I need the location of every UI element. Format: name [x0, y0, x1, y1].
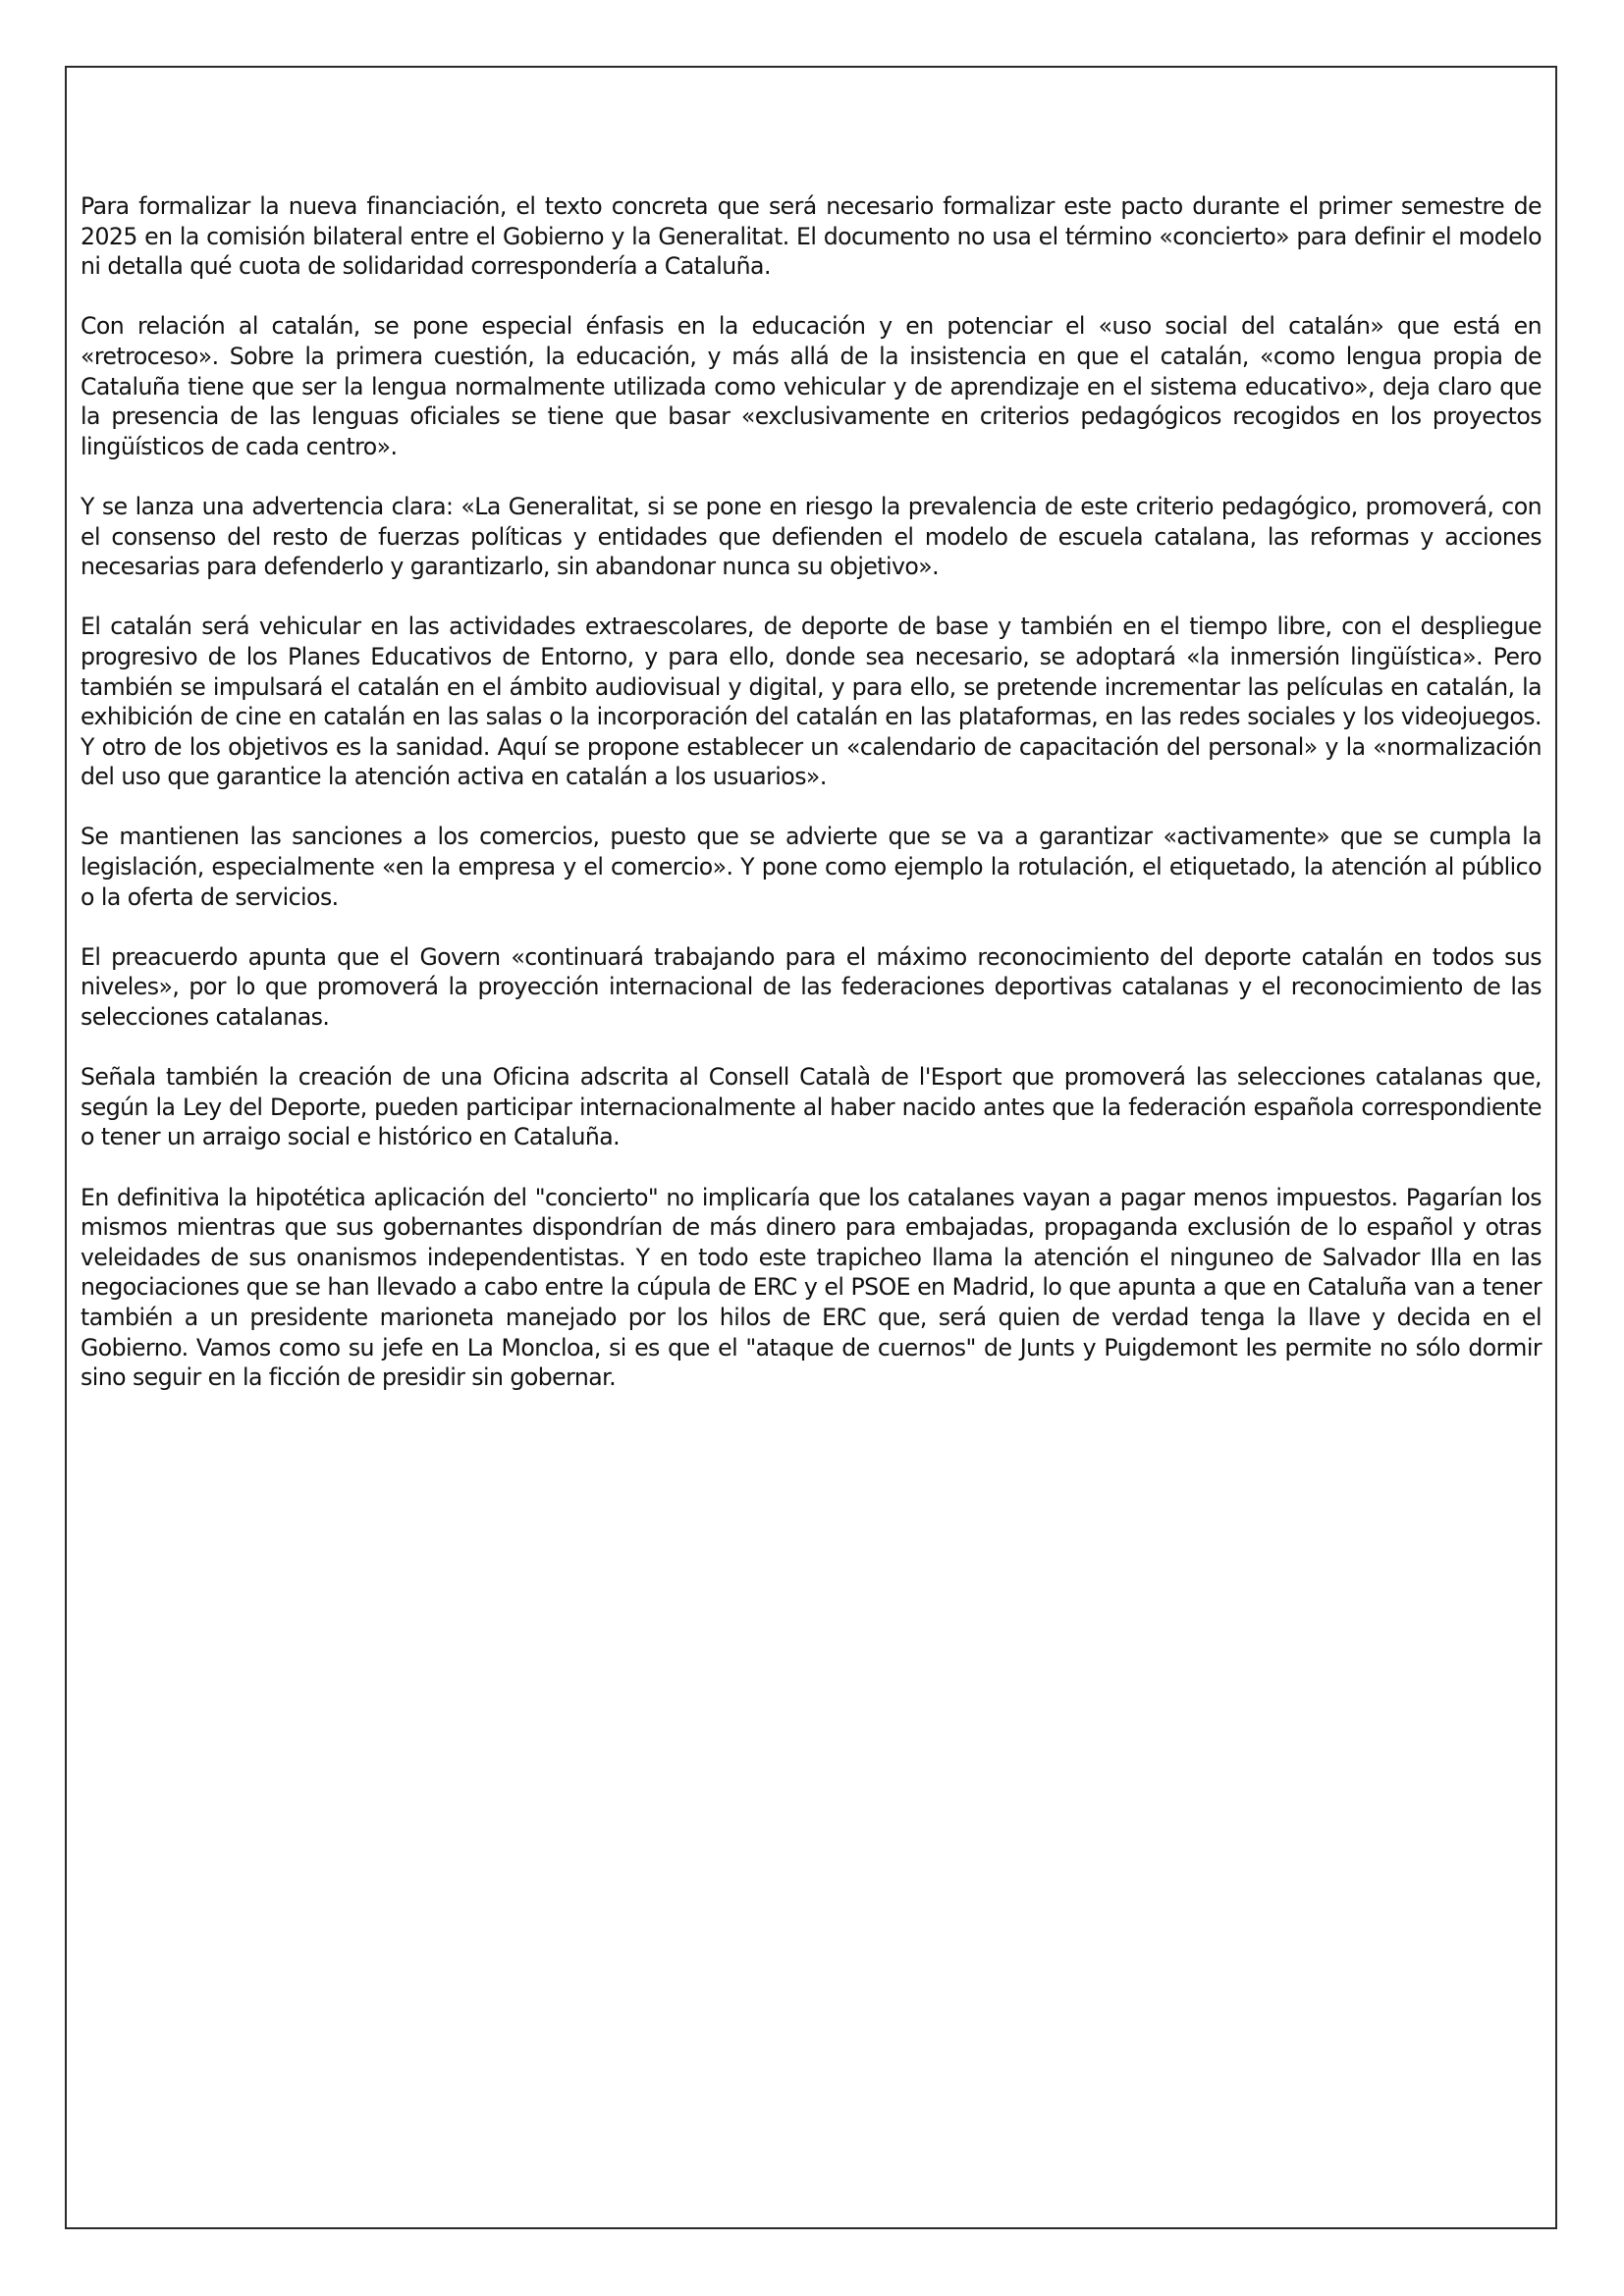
paragraph-oficina-consell: Señala también la creación de una Oficina adscrita al Consell Català de l'Esport que promoverá las selecciones catalanas que, según la Ley del Deporte, pueden participar internacionalmente al haber nacido antes que la federación española correspondiente o tener un arraigo social e histórico en Cataluña.	[81, 1063, 1542, 1151]
article-body	[81, 191, 1542, 1422]
paragraph-deporte-catalan: El preacuerdo apunta que el Govern «continuará trabajando para el máximo reconocimiento del deporte catalán en todos sus niveles», por lo que promoverá la proyección internacional de las federaciones deportivas catalanas y el reconocimiento de las selecciones catalanas.	[81, 942, 1542, 1032]
page-border-frame	[65, 66, 1557, 2229]
paragraph-vehicular-audiovisual-sanidad: El catalán será vehicular en las actividades extraescolares, de deporte de base y también en el tiempo libre, con el despliegue progresivo de los Planes Educativos de Entorno, y para ello, donde sea necesario, se adoptará «la inmersión lingüística». Pero también se impulsará el catalán en el ámbito audiovisual y digital, y para ello, se pretende incrementar las películas en catalán, la exhibición de cine en catalán en las salas o la incorporación del catalán en las plataformas, en las redes sociales y los videojuegos. Y otro de los objetivos es la sanidad. Aquí se propone establecer un «calendario de capacitación del personal» y la «normalización del uso que garantice la atención activa en catalán a los usuarios».	[81, 613, 1542, 791]
paragraph-financiacion: Para formalizar la nueva financiación, el texto concreta que será necesario formalizar este pacto durante el primer semestre de 2025 en la comisión bilateral entre el Gobierno y la Generalitat. El documento no usa el término «concierto» para definir el modelo ni detalla qué cuota de solidaridad correspondería a Cataluña.	[81, 192, 1542, 281]
paragraph-advertencia: Y se lanza una advertencia clara: «La Generalitat, si se pone en riesgo la prevalencia de este criterio pedagógico, promoverá, con el consenso del resto de fuerzas políticas y entidades que defienden el modelo de escuela catalana, las reformas y acciones necesarias para defenderlo y garantizarlo, sin abandonar nunca su objetivo».	[81, 492, 1542, 581]
paragraph-conclusion: En definitiva la hipotética aplicación del "concierto" no implicaría que los catalanes vayan a pagar menos impuestos. Pagarían los mismos mientras que sus gobernantes dispondrían de más dinero para embajadas, propaganda exclusión de lo español y otras veleidades de sus onanismos independentistas. Y en todo este trapicheo llama la atención el ninguneo de Salvador Illa en las negociaciones que se han llevado a cabo entre la cúpula de ERC y el PSOE en Madrid, lo que apunta a que en Cataluña van a tener también a un presidente marioneta manejado por los hilos de ERC que, será quien de verdad tenga la llave y decida en el Gobierno. Vamos como su jefe en La Moncloa, si es que el "ataque de cuernos" de Junts y Puigdemont les permite no sólo dormir sino seguir en la ficción de presidir sin gobernar.	[81, 1183, 1542, 1392]
paragraph-catalan-educacion: Con relación al catalán, se pone especial énfasis en la educación y en potenciar el «uso social del catalán» que está en «retroceso». Sobre la primera cuestión, la educación, y más allá de la insistencia en que el catalán, «como lengua propia de Cataluña tiene que ser la lengua normalmente utilizada como vehicular y de aprendizaje en el sistema educativo», deja claro que la presencia de las lenguas oficiales se tiene que basar «exclusivamente en criterios pedagógicos recogidos en los proyectos lingüísticos de cada centro».	[81, 312, 1542, 460]
paragraph-sanciones-comercios: Se mantienen las sanciones a los comercios, puesto que se advierte que se va a garantizar «activamente» que se cumpla la legislación, especialmente «en la empresa y el comercio». Y pone como ejemplo la rotulación, el etiquetado, la atención al público o la oferta de servicios.	[81, 823, 1542, 911]
